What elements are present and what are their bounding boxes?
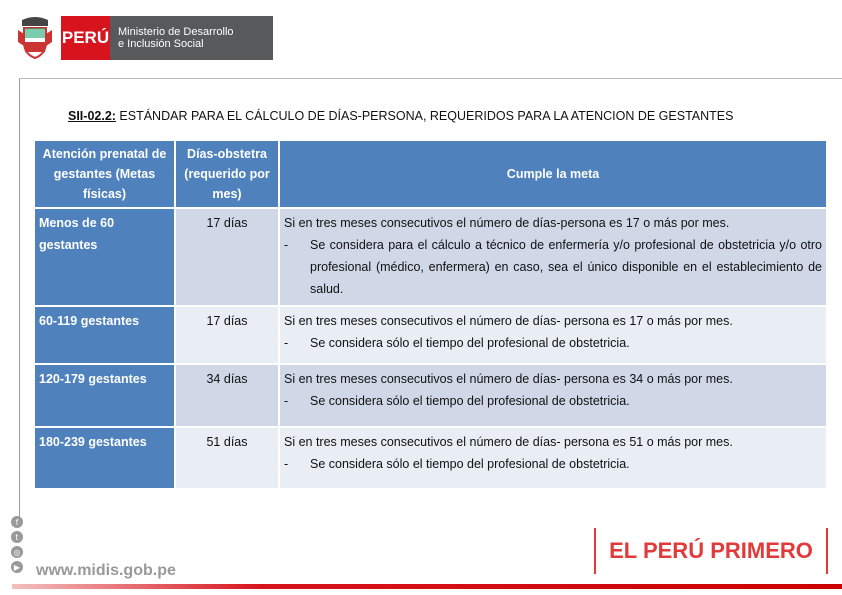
cell-meta: 120-179 gestantes	[35, 365, 174, 426]
cumple-text: Si en tres meses consecutivos el número de días- persona es 34 o más por mes.	[284, 372, 733, 386]
cell-cumple	[280, 209, 826, 305]
ministry-name	[110, 16, 273, 60]
cell-cumple	[280, 365, 826, 426]
cell-meta: 180-239 gestantes	[35, 428, 174, 488]
note-text: Se considera sólo el tiempo del profesional de obstetricia.	[310, 394, 630, 408]
ministry-line-2: e Inclusión Social	[118, 38, 204, 50]
frame-top-border	[19, 78, 842, 79]
bullet-dash: -	[284, 457, 289, 471]
title-text: ESTÁNDAR PARA EL CÁLCULO DE DÍAS-PERSONA, REQUERIDOS PARA LA ATENCION DE GESTANTES	[115, 109, 734, 123]
peru-label: PERÚ	[61, 16, 110, 60]
standards-table	[33, 139, 828, 490]
bullet-dash: -	[284, 336, 289, 350]
peru-coat-of-arms-logo	[18, 16, 52, 60]
youtube-icon[interactable]: ▶	[11, 561, 23, 573]
instagram-icon[interactable]: ◎	[11, 546, 23, 558]
cumple-text: Si en tres meses consecutivos el número de días-persona es 17 o más por mes.	[284, 216, 730, 230]
slogan-logo: EL PERÚ PRIMERO	[594, 528, 828, 574]
cell-dias: 34 días	[176, 365, 278, 426]
cell-cumple	[280, 428, 826, 488]
twitter-icon[interactable]: t	[11, 531, 23, 543]
cell-dias: 17 días	[176, 307, 278, 363]
title-code: SII-02.2:	[68, 109, 116, 123]
table-row	[35, 307, 826, 363]
cell-cumple	[280, 307, 826, 363]
cell-dias: 17 días	[176, 209, 278, 305]
table-row	[35, 428, 826, 488]
note-text: Se considera sólo el tiempo del profesional de obstetricia.	[310, 457, 630, 471]
social-icons	[11, 516, 23, 573]
cumple-text: Si en tres meses consecutivos el número de días- persona es 17 o más por mes.	[284, 314, 733, 328]
ministry-line-1: Ministerio de Desarrollo	[118, 26, 234, 38]
footer-red-line	[12, 584, 842, 589]
cell-meta: 60-119 gestantes	[35, 307, 174, 363]
bullet-dash: -	[284, 238, 289, 252]
facebook-icon[interactable]: f	[11, 516, 23, 528]
table-row	[35, 365, 826, 426]
note-text: Se considera para el cálculo a técnico de enfermería y/o profesional de obstetricia y/o otro profesional (médico, enfermera) en caso, sea el único disponible en el establecimiento de salud.	[310, 238, 822, 296]
header-meta: Atención prenatal de gestantes (Metas físicas)	[35, 141, 174, 207]
cell-dias: 51 días	[176, 428, 278, 488]
table-row	[35, 209, 826, 305]
website-link[interactable]: www.midis.gob.pe	[36, 562, 176, 579]
bullet-dash: -	[284, 394, 289, 408]
cumple-text: Si en tres meses consecutivos el número de días- persona es 51 o más por mes.	[284, 435, 733, 449]
cell-meta: Menos de 60 gestantes	[35, 209, 174, 305]
header-dias: Días-obstetra (requerido por mes)	[176, 141, 278, 207]
ministry-logo	[61, 16, 273, 60]
frame-left-border	[19, 78, 20, 518]
page-title	[68, 109, 733, 123]
note-text: Se considera sólo el tiempo del profesional de obstetricia.	[310, 336, 630, 350]
header-cumple: Cumple la meta	[280, 141, 826, 207]
